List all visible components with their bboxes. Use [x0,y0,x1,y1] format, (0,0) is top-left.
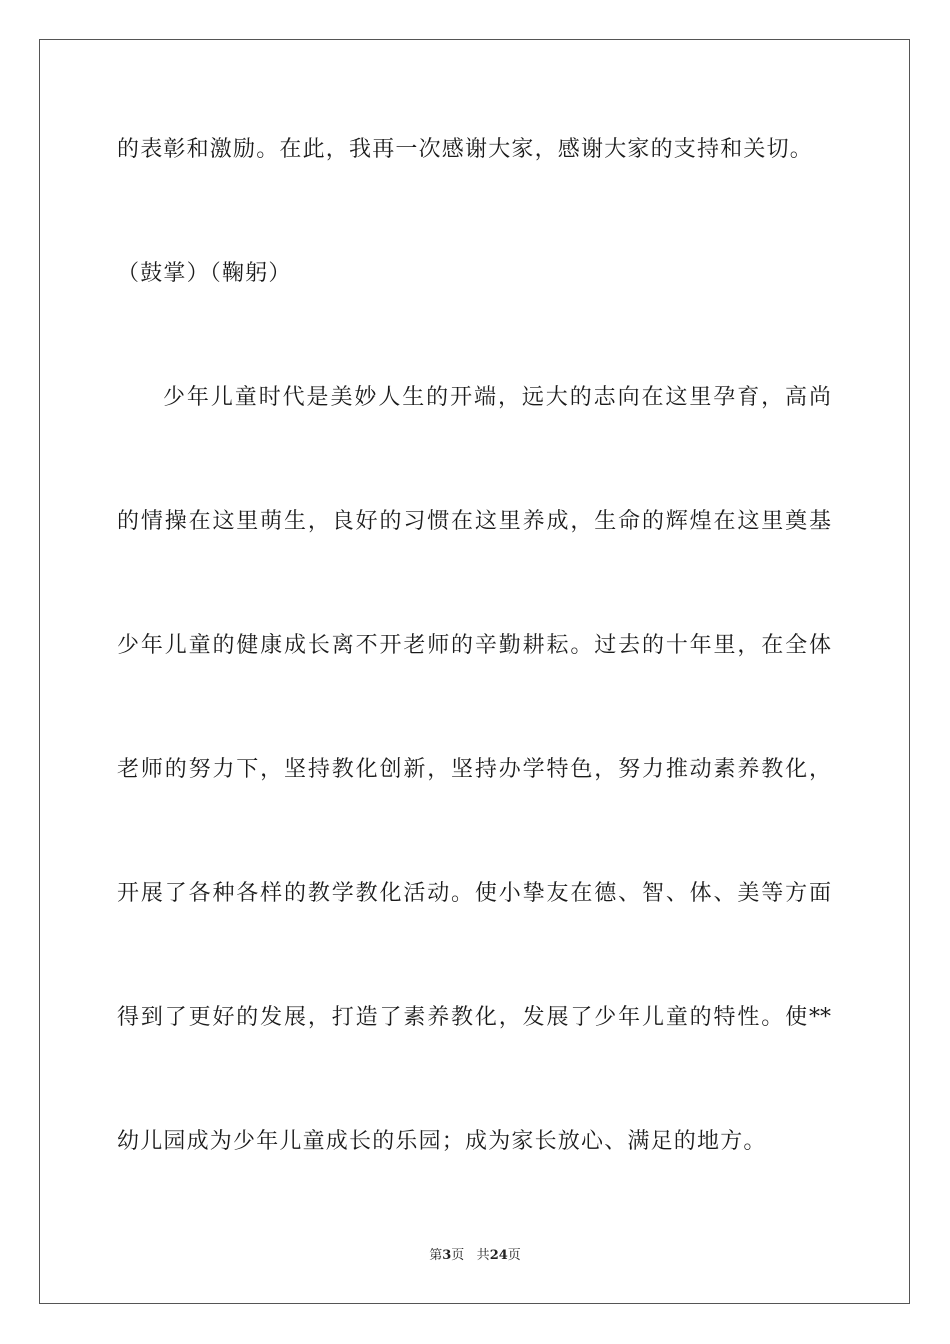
body-line-9: 幼儿园成为少年儿童成长的乐园；成为家长放心、满足的地方。 [117,1129,767,1154]
body-line-3: 少年儿童时代是美妙人生的开端，远大的志向在这里孕育，高尚 [163,385,831,410]
footer-page-total: 24 [489,1248,508,1263]
body-line-8: 得到了更好的发展，打造了素养教化，发展了少年儿童的特性。使** [117,1005,831,1030]
body-line-4: 的情操在这里萌生，良好的习惯在这里养成，生命的辉煌在这里奠基 [117,509,831,534]
footer-page-prefix: 第 [429,1248,443,1263]
page-footer [0,1246,950,1266]
footer-total-suffix: 页 [507,1248,521,1263]
body-line-6: 老师的努力下，坚持教化创新，坚持办学特色，努力推动素养教化， [117,757,831,782]
body-line-2: （鼓掌）（鞠躬） [117,261,292,286]
footer-page-suffix: 页 [451,1248,465,1263]
body-line-1: 的表彰和激励。在此，我再一次感谢大家，感谢大家的支持和关切。 [117,137,814,162]
body-line-5: 少年儿童的健康成长离不开老师的辛勤耕耘。过去的十年里，在全体 [117,633,831,658]
footer-page-current: 3 [442,1248,452,1263]
body-line-7: 开展了各种各样的教学教化活动。使小挚友在德、智、体、美等方面 [117,881,831,906]
page-border [39,39,910,1304]
footer-total-prefix: 共 [476,1248,490,1263]
